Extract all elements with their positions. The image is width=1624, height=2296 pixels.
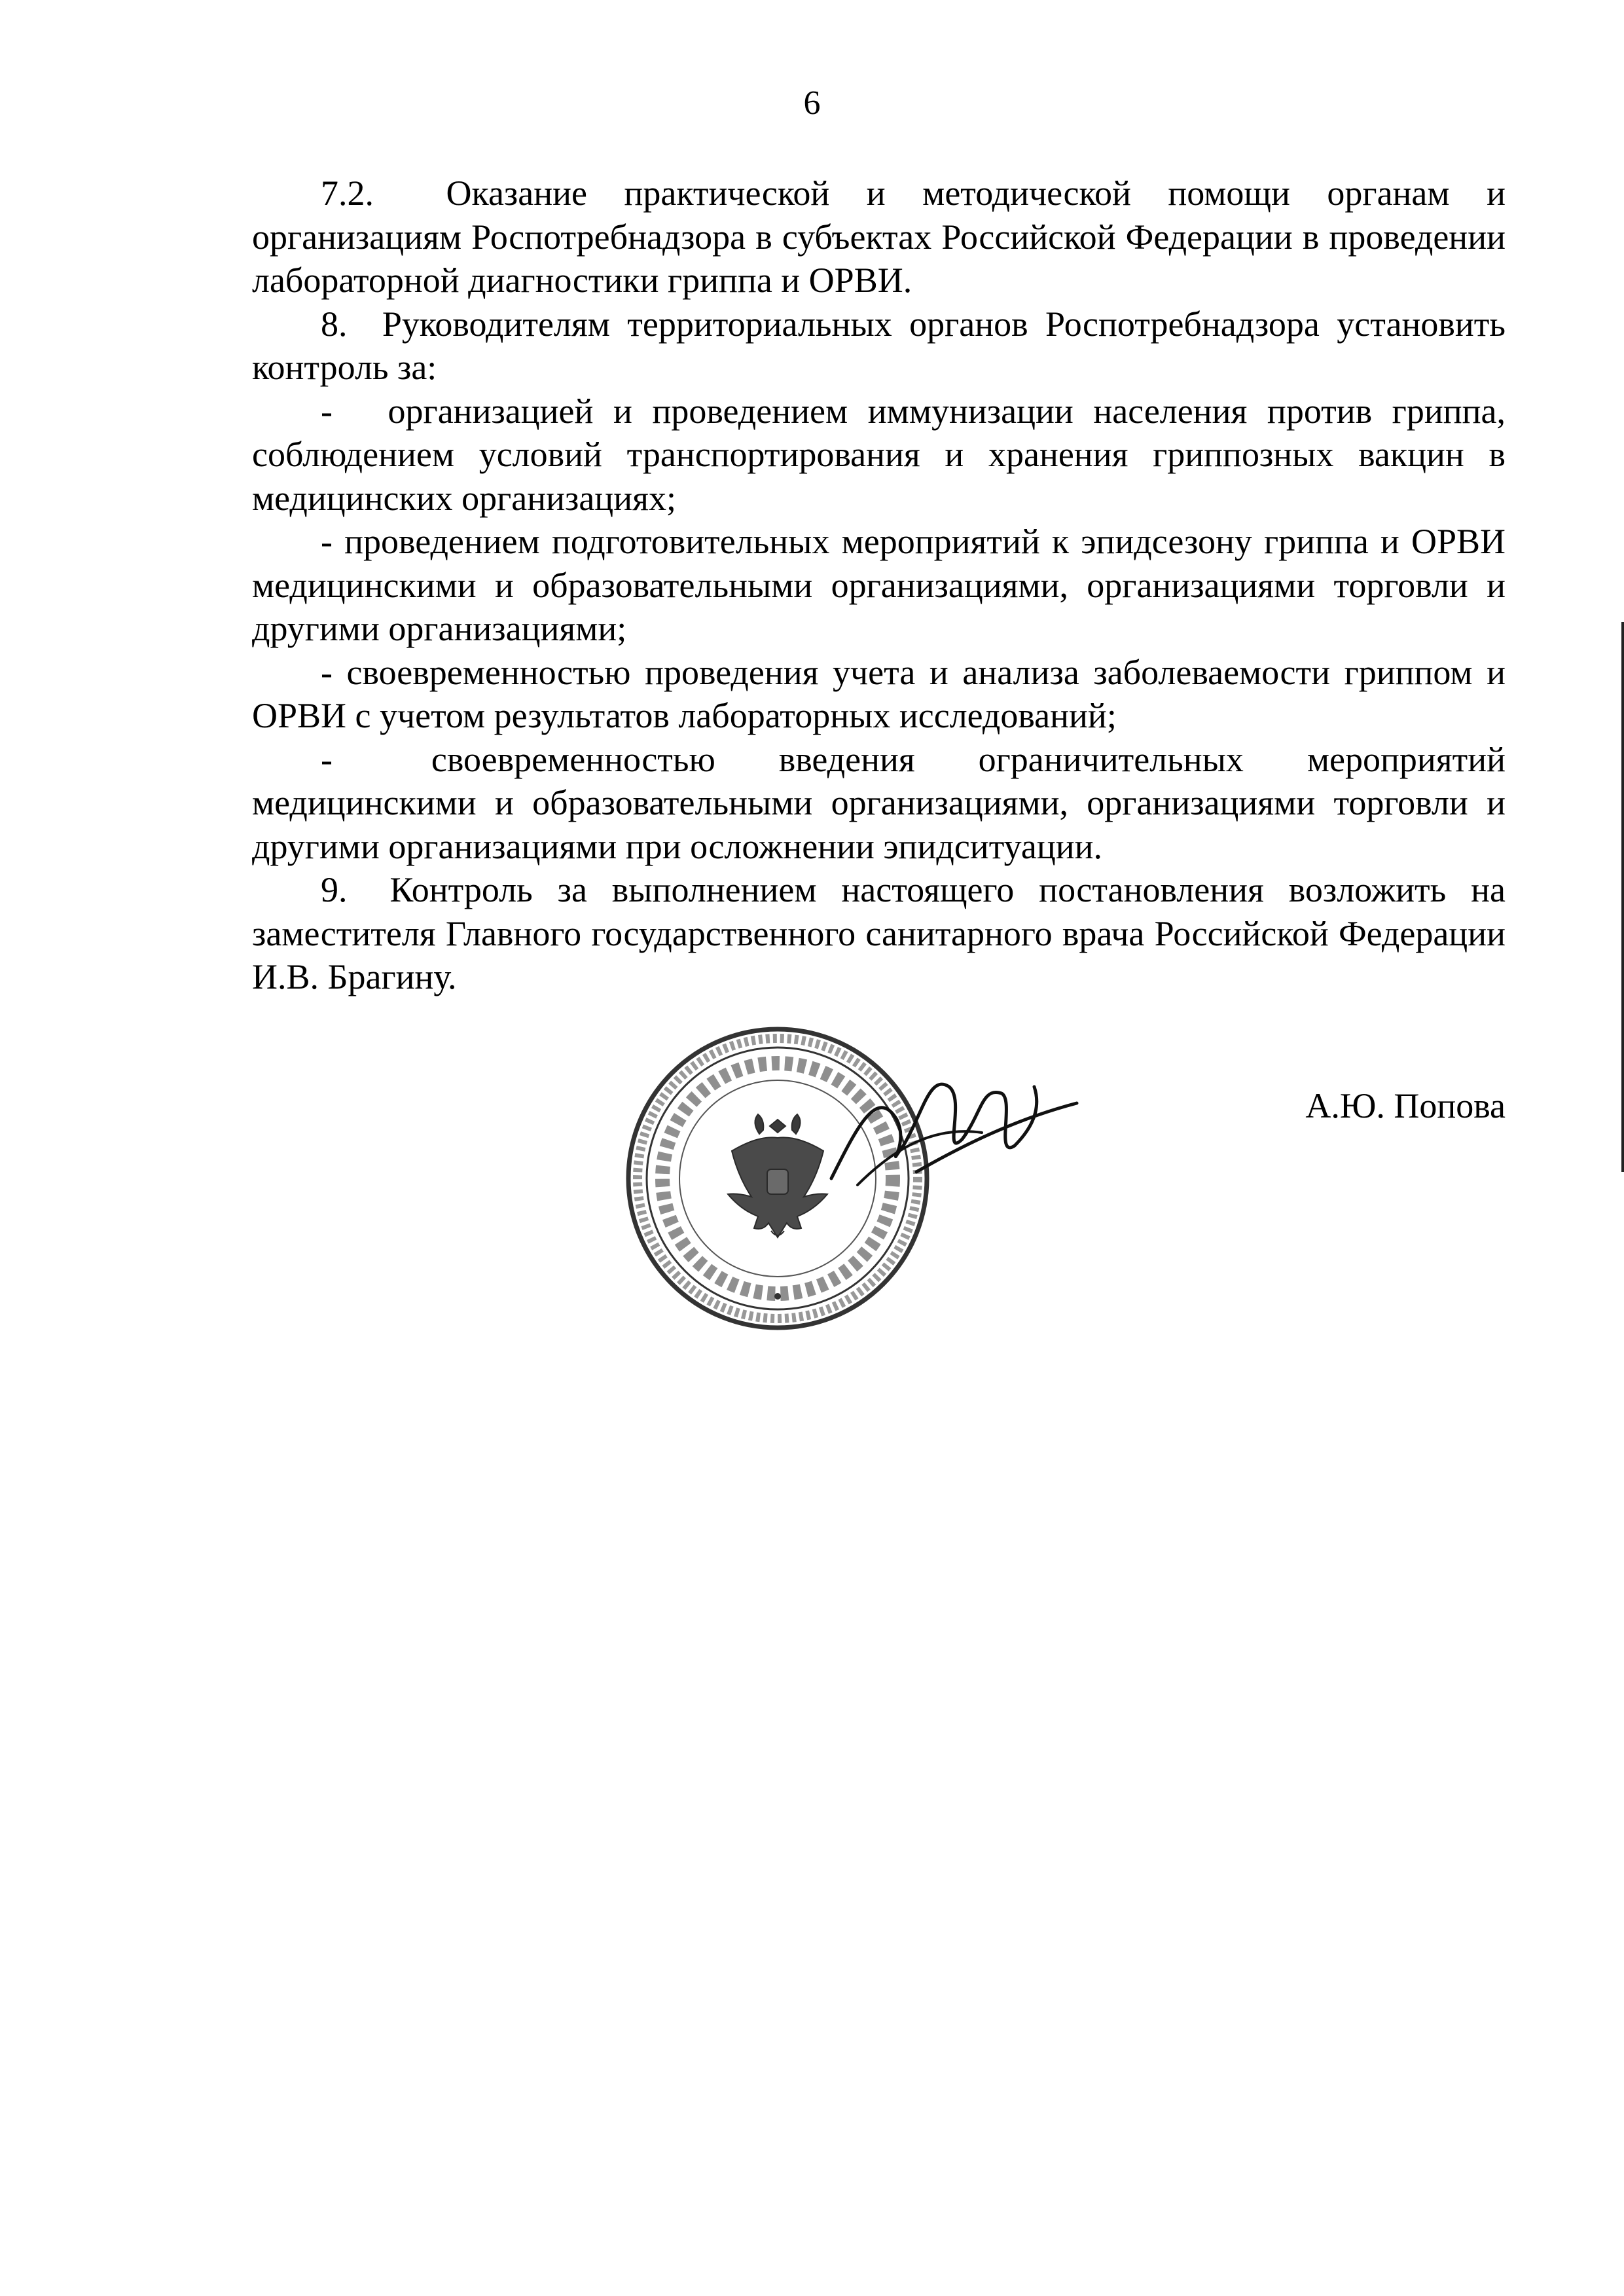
document-body [252, 172, 1506, 999]
paragraph-9: 9. Контроль за выполнением настоящего постановления возложить на заместителя Главного государственного санитарного врача Российской Федерации И.В. Брагину. [252, 870, 1506, 996]
scan-edge-divider [1621, 622, 1624, 1172]
list-item: - своевременностью проведения учета и анализа заболеваемости гриппом и ОРВИ с учетом результатов лабораторных исследований; [252, 652, 1506, 735]
list-item: - организацией и проведением иммунизации населения против гриппа, соблюдением условий транспортирования и хранения гриппозных вакцин в медицинских организациях; [252, 391, 1506, 518]
list-item: - проведением подготовительных мероприятий к эпидсезону гриппа и ОРВИ медицинскими и образовательными организациями, организациями торговли и другими организациями; [252, 522, 1506, 648]
signatory-name: А.Ю. Попова [1305, 1086, 1506, 1125]
list-item: - своевременностью введения ограничительных мероприятий медицинскими и образовательными организациями, организациями торговли и другими организациями при осложнении эпидситуации. [252, 739, 1506, 866]
eagle-emblem-icon [728, 1114, 827, 1237]
handwritten-signature-icon [818, 1048, 1080, 1211]
page-number: 6 [803, 84, 821, 122]
paragraph-7-2: 7.2. Оказание практической и методической помощи органам и организациям Роспотребнадзора в субъектах Российской Федерации в проведении лабораторной диагностики гриппа и ОРВИ. [252, 173, 1506, 300]
paragraph-8: 8. Руководителям территориальных органов Роспотребнадзора установить контроль за: [252, 304, 1506, 387]
